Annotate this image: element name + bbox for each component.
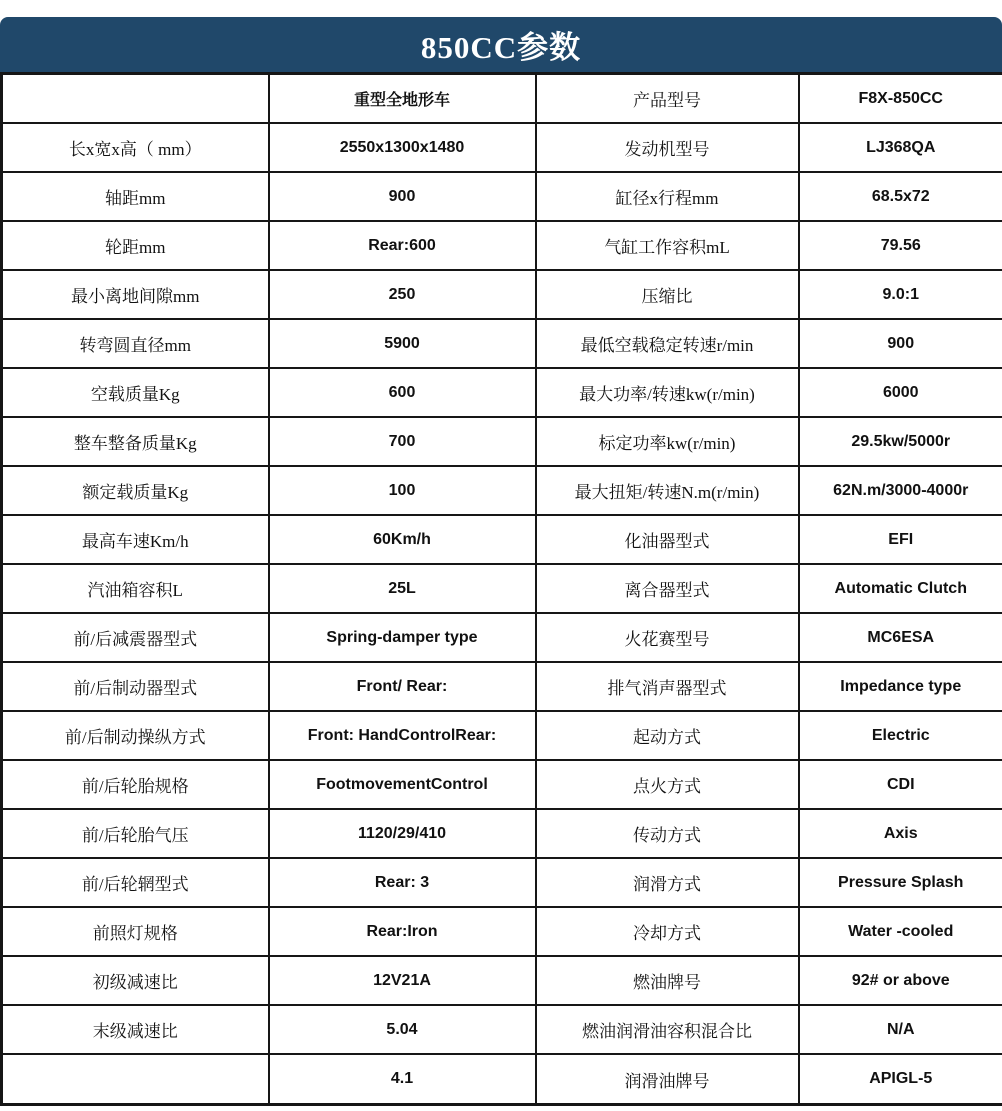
spec-label-left: 前/后制动操纵方式 [2,711,269,760]
spec-value-left: 250 [269,270,536,319]
spec-label-right: 排气消声器型式 [536,662,799,711]
table-row [2,858,1002,907]
spec-label-right: 缸径x行程mm [536,172,799,221]
spec-value-left: 900 [269,172,536,221]
table-row [2,809,1002,858]
table-row [2,74,1002,124]
spec-value-left: 700 [269,417,536,466]
spec-value-left: 100 [269,466,536,515]
spec-value-right: Water -cooled [799,907,1002,956]
spec-value-left: 2550x1300x1480 [269,123,536,172]
spec-value-left: Rear:600 [269,221,536,270]
spec-label-left: 前/后轮辋型式 [2,858,269,907]
spec-value-right: Automatic Clutch [799,564,1002,613]
table-row [2,1054,1002,1104]
spec-label-right: 产品型号 [536,74,799,124]
spec-value-left: 重型全地形车 [269,74,536,124]
spec-value-left: 1120/29/410 [269,809,536,858]
spec-value-left: 12V21A [269,956,536,1005]
spec-value-right: Axis [799,809,1002,858]
spec-value-right: 6000 [799,368,1002,417]
table-row [2,613,1002,662]
spec-label-right: 传动方式 [536,809,799,858]
table-row [2,515,1002,564]
spec-label-right: 点火方式 [536,760,799,809]
spec-label-left: 额定载质量Kg [2,466,269,515]
spec-table [0,72,1002,1106]
spec-value-left: Rear: 3 [269,858,536,907]
spec-label-right: 最低空载稳定转速r/min [536,319,799,368]
spec-label-right: 燃油润滑油容积混合比 [536,1005,799,1054]
spec-label-right: 燃油牌号 [536,956,799,1005]
table-row [2,662,1002,711]
spec-value-right: 900 [799,319,1002,368]
spec-value-left: 600 [269,368,536,417]
spec-label-left [2,74,269,124]
spec-label-left: 长x宽x高（ mm） [2,123,269,172]
page-title: 850CC参数 [420,30,582,65]
spec-label-right: 起动方式 [536,711,799,760]
table-row [2,956,1002,1005]
table-row [2,711,1002,760]
spec-value-left: FootmovementControl [269,760,536,809]
title-band [0,17,1002,72]
spec-value-right: 92# or above [799,956,1002,1005]
table-row [2,1005,1002,1054]
spec-value-left: Rear:Iron [269,907,536,956]
spec-value-right: Impedance type [799,662,1002,711]
spec-label-left: 轴距mm [2,172,269,221]
spec-value-right: 62N.m/3000-4000r [799,466,1002,515]
spec-label-left: 初级减速比 [2,956,269,1005]
table-row [2,760,1002,809]
spec-label-right: 压缩比 [536,270,799,319]
spec-value-right: Pressure Splash [799,858,1002,907]
spec-label-right: 冷却方式 [536,907,799,956]
spec-label-left: 末级减速比 [2,1005,269,1054]
table-row [2,123,1002,172]
spec-label-left: 空载质量Kg [2,368,269,417]
spec-value-left: 25L [269,564,536,613]
spec-label-left: 前/后制动器型式 [2,662,269,711]
spec-table-body [2,74,1002,1105]
table-row [2,368,1002,417]
spec-label-left: 最小离地间隙mm [2,270,269,319]
spec-value-left: 5.04 [269,1005,536,1054]
spec-label-left: 轮距mm [2,221,269,270]
spec-value-right: 9.0:1 [799,270,1002,319]
spec-value-left: 60Km/h [269,515,536,564]
spec-label-left: 汽油箱容积L [2,564,269,613]
table-row [2,466,1002,515]
spec-label-right: 标定功率kw(r/min) [536,417,799,466]
spec-label-right: 火花赛型号 [536,613,799,662]
spec-label-left [2,1054,269,1104]
table-row [2,270,1002,319]
spec-label-right: 最大功率/转速kw(r/min) [536,368,799,417]
spec-value-right: LJ368QA [799,123,1002,172]
table-row [2,221,1002,270]
spec-value-right: N/A [799,1005,1002,1054]
spec-label-right: 润滑方式 [536,858,799,907]
spec-label-left: 前/后轮胎气压 [2,809,269,858]
spec-value-left: Front/ Rear: [269,662,536,711]
spec-value-right: CDI [799,760,1002,809]
spec-label-right: 离合器型式 [536,564,799,613]
spec-value-right: F8X-850CC [799,74,1002,124]
spec-value-right: EFI [799,515,1002,564]
spec-value-right: 68.5x72 [799,172,1002,221]
table-row [2,172,1002,221]
spec-value-right: 79.56 [799,221,1002,270]
table-row [2,564,1002,613]
spec-value-left: 4.1 [269,1054,536,1104]
spec-value-left: Front: HandControlRear: [269,711,536,760]
spec-value-right: APIGL-5 [799,1054,1002,1104]
spec-label-right: 化油器型式 [536,515,799,564]
spec-value-right: MC6ESA [799,613,1002,662]
spec-label-right: 最大扭矩/转速N.m(r/min) [536,466,799,515]
spec-label-left: 整车整备质量Kg [2,417,269,466]
spec-value-left: Spring-damper type [269,613,536,662]
table-row [2,907,1002,956]
spec-value-left: 5900 [269,319,536,368]
spec-label-right: 润滑油牌号 [536,1054,799,1104]
table-row [2,417,1002,466]
spec-label-left: 前照灯规格 [2,907,269,956]
spec-label-left: 最高车速Km/h [2,515,269,564]
spec-label-right: 发动机型号 [536,123,799,172]
spec-label-left: 转弯圆直径mm [2,319,269,368]
spec-value-right: Electric [799,711,1002,760]
spec-value-right: 29.5kw/5000r [799,417,1002,466]
spec-label-left: 前/后轮胎规格 [2,760,269,809]
spec-label-right: 气缸工作容积mL [536,221,799,270]
spec-label-left: 前/后减震器型式 [2,613,269,662]
table-row [2,319,1002,368]
